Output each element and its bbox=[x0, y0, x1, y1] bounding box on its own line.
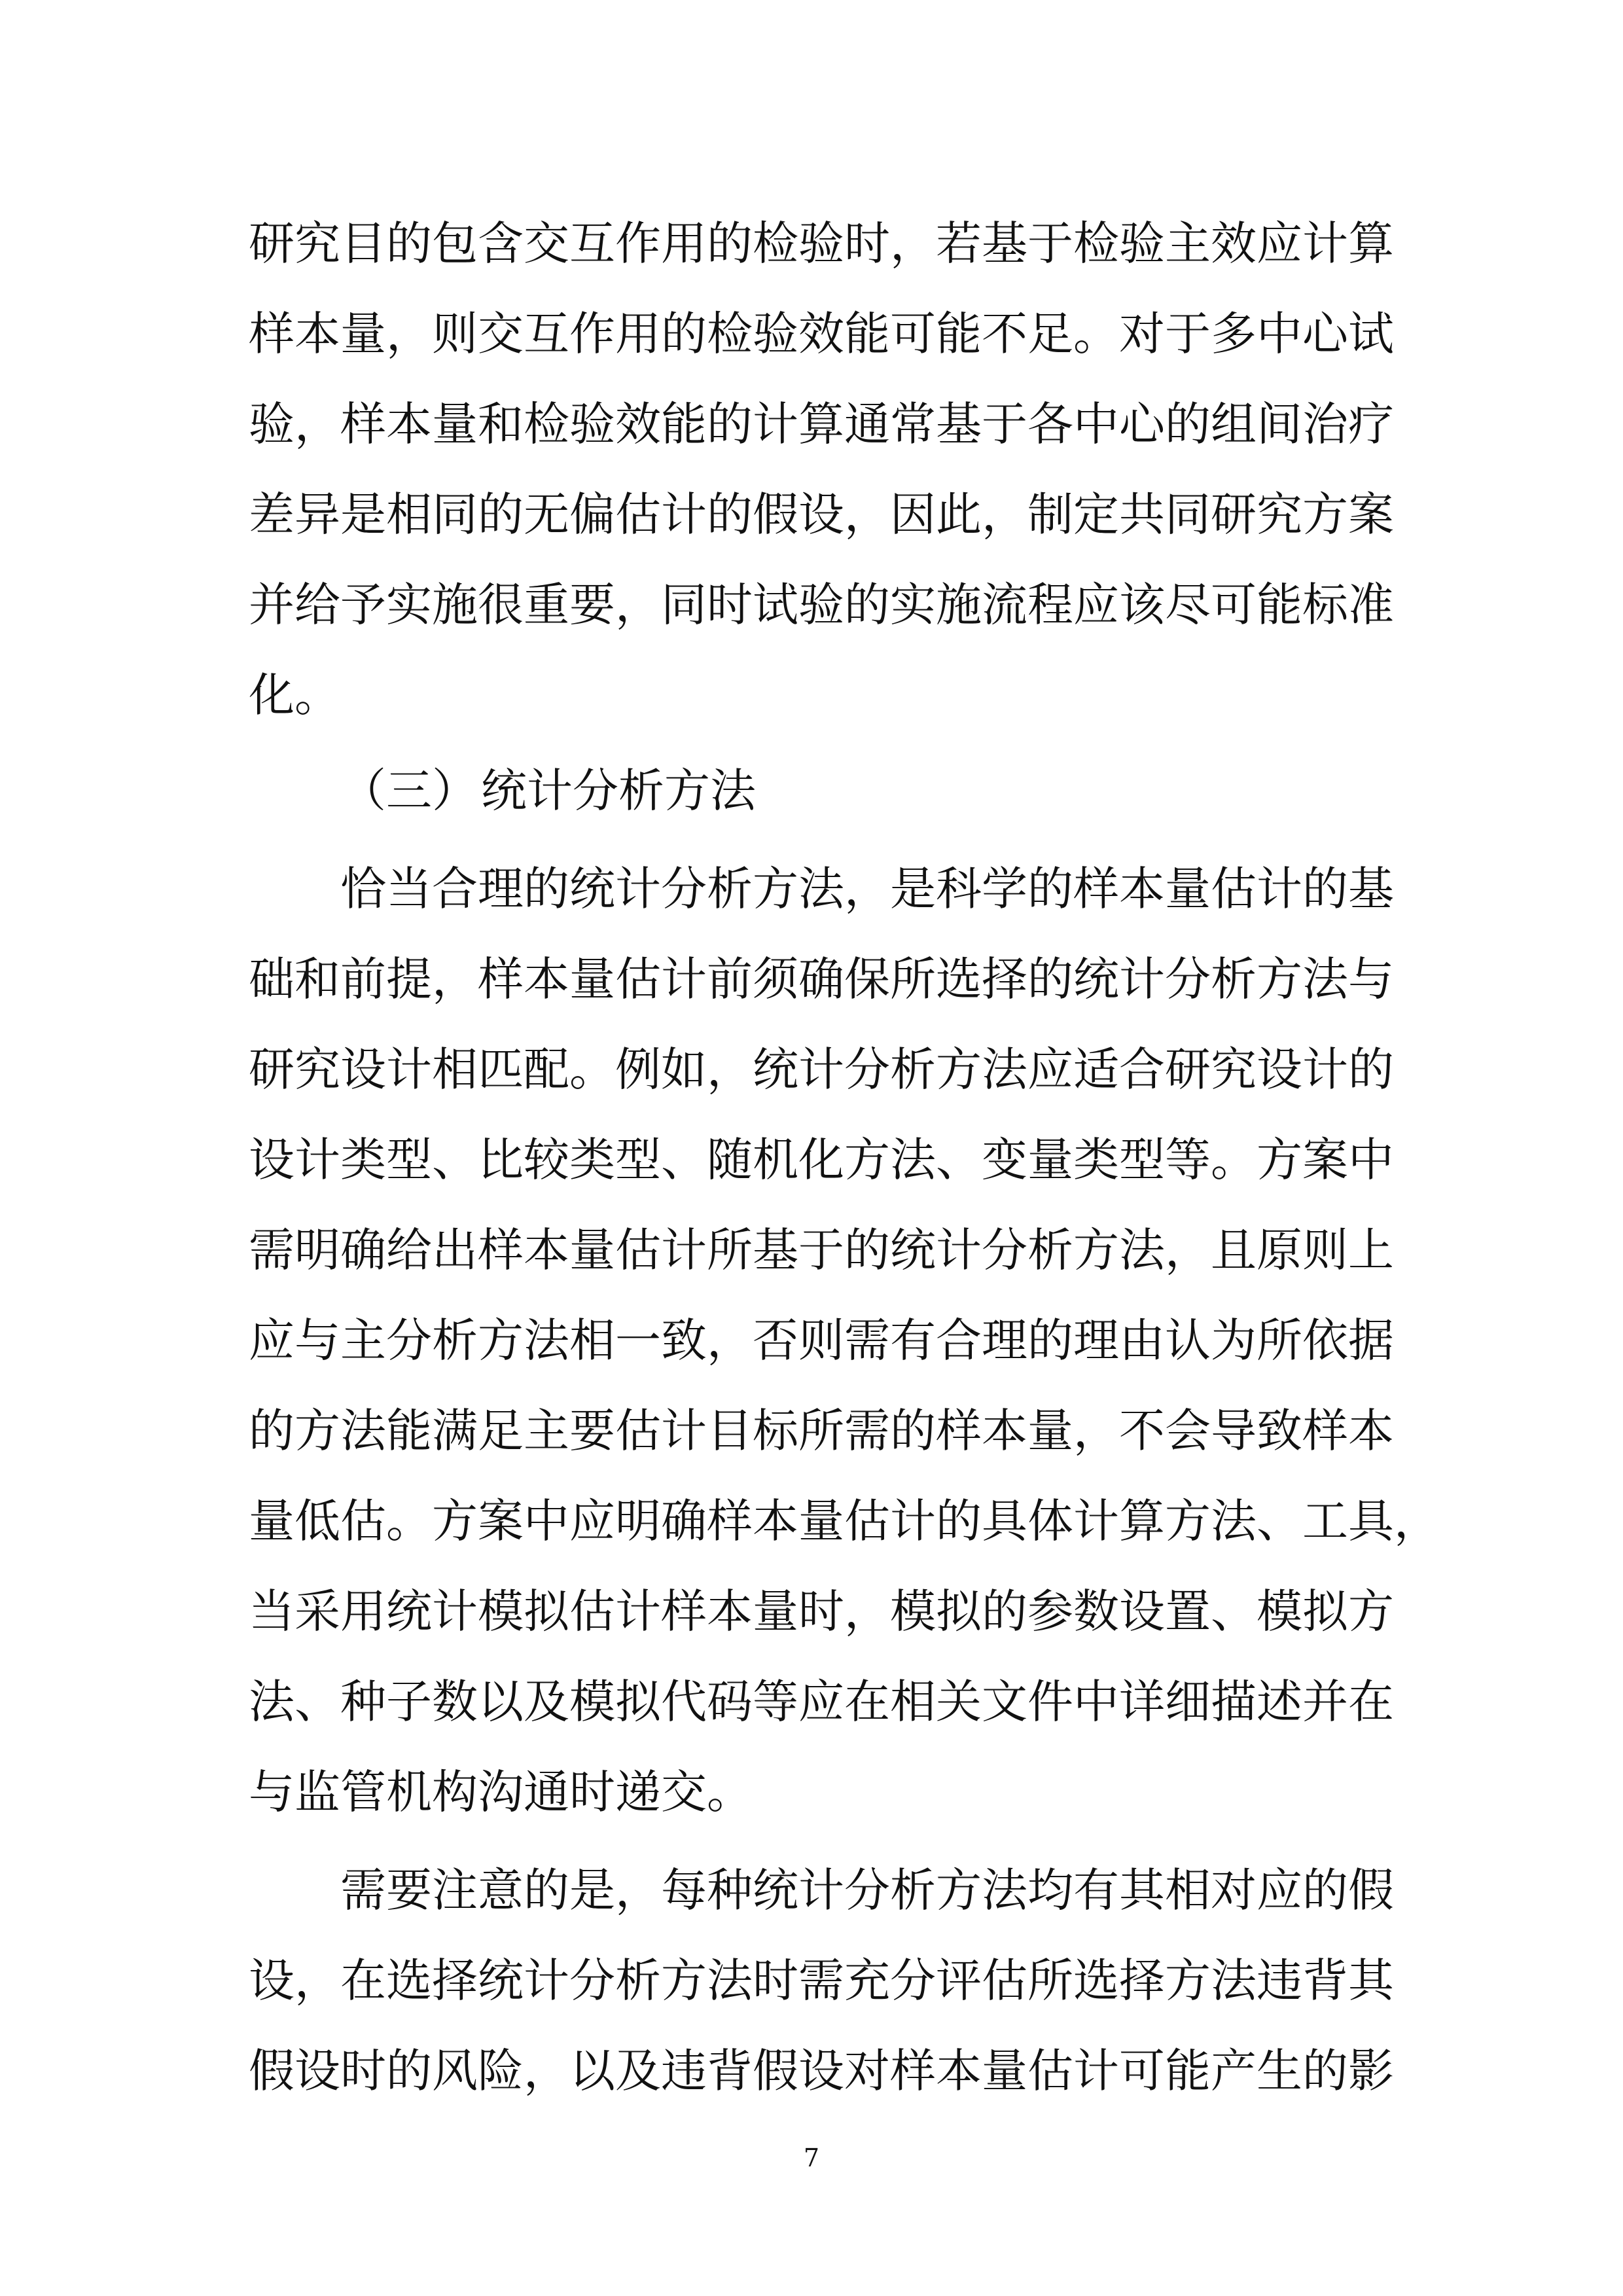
text-line: 当采用统计模拟估计样本量时，模拟的参数设置、模拟方 bbox=[249, 1585, 1394, 1638]
text-line: 研究目的包含交互作用的检验时，若基于检验主效应计算 bbox=[249, 217, 1394, 270]
text-line: 需明确给出样本量估计所基于的统计分析方法，且原则上 bbox=[249, 1223, 1394, 1277]
text-line: 设，在选择统计分析方法时需充分评估所选择方法违背其 bbox=[249, 1954, 1394, 2007]
text-line: 验，样本量和检验效能的计算通常基于各中心的组间治疗 bbox=[249, 397, 1394, 451]
text-line: 差异是相同的无偏估计的假设，因此，制定共同研究方案 bbox=[249, 488, 1394, 541]
text-line: 需要注意的是，每种统计分析方法均有其相对应的假 bbox=[340, 1863, 1394, 1917]
text-line: 与监管机构沟通时递交。 bbox=[249, 1765, 753, 1819]
text-line: 础和前提，样本量估计前须确保所选择的统计分析方法与 bbox=[249, 952, 1394, 1006]
text-line: 研究设计相匹配。例如，统计分析方法应适合研究设计的 bbox=[249, 1043, 1394, 1096]
text-line: 恰当合理的统计分析方法，是科学的样本量估计的基 bbox=[340, 862, 1394, 916]
text-line: 化。 bbox=[249, 668, 340, 722]
text-line: 法、种子数以及模拟代码等应在相关文件中详细描述并在 bbox=[249, 1675, 1394, 1729]
page-number: 7 bbox=[803, 2144, 820, 2172]
text-line: 样本量，则交互作用的检验效能可能不足。对于多中心试 bbox=[249, 307, 1394, 361]
section-heading bbox=[340, 764, 756, 817]
text-line: 应与主分析方法相一致，否则需有合理的理由认为所依据 bbox=[249, 1314, 1394, 1367]
text-line: 假设时的风险，以及违背假设对样本量估计可能产生的影 bbox=[249, 2044, 1394, 2098]
text-line: 的方法能满足主要估计目标所需的样本量，不会导致样本 bbox=[249, 1404, 1394, 1458]
text-line: 并给予实施很重要，同时试验的实施流程应该尽可能标准 bbox=[249, 578, 1394, 632]
text-line: 量低估。方案中应明确样本量估计的具体计算方法、工具， bbox=[249, 1494, 1440, 1548]
section-number: （三） bbox=[340, 764, 478, 817]
section-title: 统计分析方法 bbox=[481, 764, 756, 817]
text-line: 设计类型、比较类型、随机化方法、变量类型等。方案中 bbox=[249, 1133, 1394, 1187]
